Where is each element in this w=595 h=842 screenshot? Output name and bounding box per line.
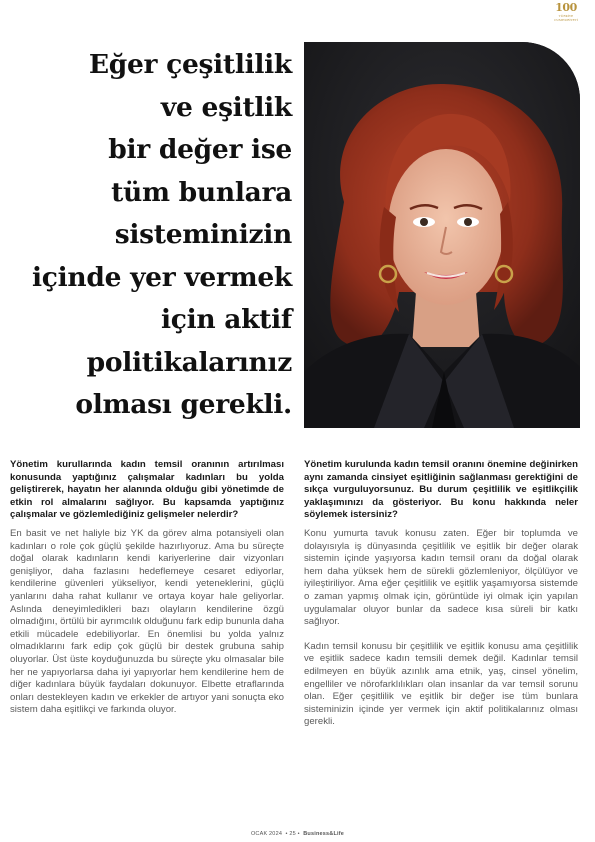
magazine-name: Business&Life	[303, 831, 345, 837]
article-column-right	[304, 459, 578, 741]
headline-line: politikalarınız	[86, 346, 292, 378]
logo-subtext: TÜRKİYE CUMHURİYETİ	[554, 14, 578, 22]
interview-answer: Kadın temsil konusu bir çeşitlilik ve eşitlik konusu ama çeşitlilik ve eşitlik sadece kadın temsili demek değil. Kadınlar temsil edilmeyen en büyük azınlık ama etnik, yaş, cinsel yönelim, engelliler ve nörofarklılıkları olan insanlar da var temsil sorunu olan. Eğer çeşitlilik ve eşitlik bir değer ise tüm bunlara sisteminizin içinde yer vermek için aktif politikalarınız olması gerekli.	[304, 640, 578, 728]
headline-line: içinde yer vermek	[32, 261, 292, 293]
woman-portrait-icon	[304, 42, 580, 428]
headline-line: sisteminizin	[114, 219, 292, 250]
footer-date: OCAK 2024	[250, 831, 283, 837]
headline-line: olması gerekli.	[75, 389, 292, 420]
page-number: 25	[289, 831, 296, 837]
headline-line: bir değer ise	[108, 134, 292, 165]
portrait-photo	[304, 42, 580, 428]
anniversary-logo	[551, 1, 581, 22]
page-footer: OCAK 2024 • 25 • Business&Life	[250, 831, 345, 837]
interview-answer: Konu yumurta tavuk konusu zaten. Eğer bir toplumda ve dolayısıyla iş dünyasında çeşitlilik ve eşitlik bir değer olarak sistemin içinde yaşıyorsa kadın temsil oranı da doğal olarak hem daha yüksek hem de sürekli gözlemleniyor, ölçülüyor ve iyileştiriliyor. Ama eğer çeşitlilik ve eşitlik yaşamıyorsa sistemde o zaman yapmış olmak için, görüntüde iyi olmak için yapılan uygulamalar oluyor bunlar da sadece kısa süreli bir katkı sağlıyor.	[304, 527, 578, 628]
headline-line: ve eşitlik	[160, 91, 292, 123]
headline-line: için aktif	[160, 304, 292, 335]
logo-number: 100	[555, 1, 577, 14]
interview-question: Yönetim kurullarında kadın temsil oranının artırılması konusunda yaptığınız çalışmalar kadınları bu yolda geliştirerek, hayatın her alanında olduğu gibi yönetimde de etkin rol almalarını sağlıyor. Bu kapsamda yaptığınız çalışmalar ve gözlemlediğiniz gelişmeler nelerdir?	[10, 459, 284, 521]
pull-quote-headline	[10, 44, 292, 427]
article-column-left	[10, 459, 284, 729]
headline-line: Eğer çeşitlilik	[88, 49, 292, 80]
headline-line: tüm bunlara	[111, 176, 292, 208]
interview-answer: En basit ve net haliyle biz YK da görev alma potansiyeli olan kadınları o role çok güçlü şekilde hazırlıyoruz. Ama bu süreçte doğal olarak kadınların kendi kariyerlerine dair vizyonları genişliyor, daha fazlasını hedeflemeye cesaret ediyorlar, kendilerine güvenleri yükseliyor, kendi yeteneklerini, güçlü yanlarını daha rahat kullanır ve ortaya koyar hale geliyorlar. Aslında deneyimledikleri bazı olayların kendilerine özgü olmadığını, örtülü bir ayrımcılık olduğunu fark edip bununla daha etkili mücadele edebiliyorlar. En önemlisi bu yolda yalnız olmadıklarını fark edip çok güçlü bir destek grubuna sahip oluyorlar. Üst üste koyduğunuzda bu süreçte yku olmasalar bile her ne yapıyorlarsa daha iyi yapıyorlar hem kendilerine hem de diğer kadınlara büyük faydaları dokunuyor. Elbette etraflarında onları destekleyen kadın ve erkekler de artıyor yani sonuçta eko sistem daha eşitlikçi ve farkında oluyor.	[10, 527, 284, 716]
interview-question: Yönetim kurulunda kadın temsil oranını önemine değinirken aynı zamanda cinsiyet eşitliğinin sağlanması gerektiğini de sıkça vurguluyorsunuz. Bu durum çeşitlilik ve eşitlikçilik yaklaşımınızı da gösteriyor. Bu konu hakkında neler söylemek istersiniz?	[304, 459, 578, 521]
